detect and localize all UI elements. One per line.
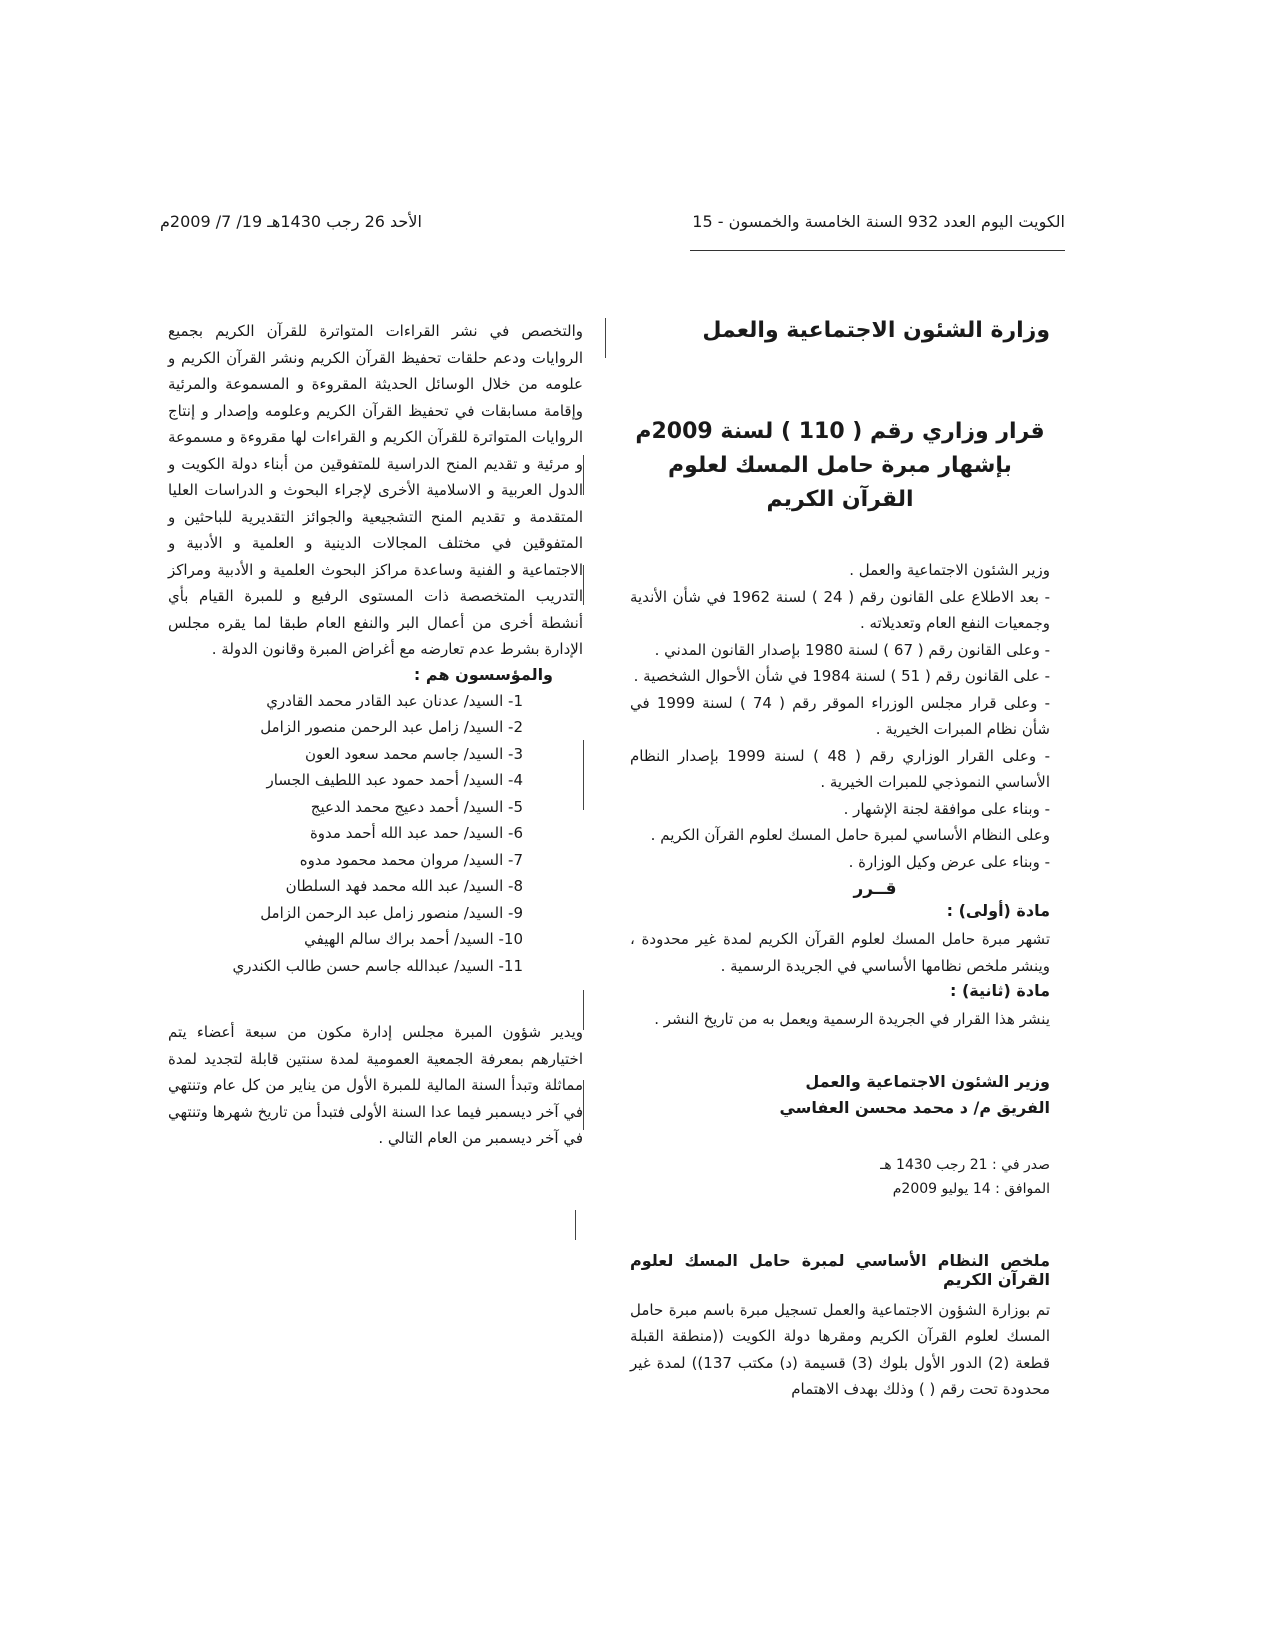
left-column [168, 318, 583, 1152]
preamble-clause: - وبناء على عرض وكيل الوزارة . [848, 852, 1050, 871]
signature-title: وزير الشئون الاجتماعية والعمل [805, 1071, 1050, 1091]
preamble-clause: - بعد الاطلاع على القانون رقم ( 24 ) لسنة 1962 في شأن الأندية وجمعيات النفع العام وتعديلاته . [630, 587, 1051, 632]
header-rule [690, 250, 1065, 251]
founder-item: 4- السيد/ أحمد حمود عبد اللطيف الجسار [266, 771, 523, 789]
column-divider [583, 740, 584, 810]
summary-text: تم بوزارة الشؤون الاجتماعية والعمل تسجيل مبرة باسم مبرة حامل المسك لعلوم القرآن الكريم ومقرها دولة الكويت ((منطقة القبلة قطعة (2) الدور الأول بلوك (3) قسيمة (د) مكتب 137)) لمدة غير محدودة تحت رقم ( ) وذلك بهدف الاهتمام [630, 1300, 1050, 1398]
article-1-text: تشهر مبرة حامل المسك لعلوم القرآن الكريم لمدة غير محدودة ، وينشر ملخص نظامها الأساسي في الجريدة الرسمية . [630, 930, 1050, 975]
preamble-clause: - وعلى قرار مجلس الوزراء الموقر رقم ( 74 ) لسنة 1999 في شأن نظام المبرات الخيرية . [630, 693, 1050, 738]
signature-name: الفريق م/ د محمد محسن العفاسي [779, 1097, 1050, 1117]
decision-title-line2: بإشهار مبرة حامل المسك لعلوم القرآن الكريم [668, 453, 1012, 512]
founder-item: 2- السيد/ زامل عبد الرحمن منصور الزامل [260, 718, 523, 736]
founder-item: 10- السيد/ أحمد براك سالم الهيفي [304, 930, 523, 948]
founder-item: 7- السيد/ مروان محمد محمود مدوه [299, 850, 523, 869]
column-divider [605, 318, 606, 358]
founder-item: 9- السيد/ منصور زامل عبد الرحمن الزامل [260, 903, 523, 922]
article-2-heading: مادة (ثانية) : [950, 981, 1050, 1000]
decided-heading: قــرر [853, 879, 897, 899]
decision-title [630, 415, 1050, 517]
objectives-paragraph: والتخصص في نشر القراءات المتواترة للقرآن الكريم بجميع الروايات ودعم حلقات تحفيظ القرآن الكريم ونشر القرآن الكريم و علومه من خلال الوسائل الحديثة المقروءة و المسموعة والمرئية وإقامة مسابقات في تحفيظ القرآن الكريم وعلومه وإصدار و إنتاج الروايات المتواترة للقرآن الكريم و القراءات لها مقروءة و مسموعة و مرئية و تقديم المنح الدراسية للمتفوقين من أبناء دولة الكويت و الدول العربية و الاسلامية الأخرى لإجراء البحوث و الدراسات العليا المتقدمة و تقديم المنح التشجيعية والجوائز التقديرية للباحثين و المتفوقين في مختلف المجالات الدينية و العلمية و الأدبية و الاجتماعية و الفنية وساعدة مراكز البحوث العلمية و الأدبية ومراكز التدريب المتخصصة ذات المستوى الرفيع و للمبرة القيام بأي أنشطة أخرى من أعمال البر والنفع العام طبقا لما يقره مجلس الإدارة بشرط عدم تعارضه مع أغراض المبرة وقانون الدولة . [168, 322, 583, 658]
article-1-heading: مادة (أولى) : [946, 901, 1050, 920]
issued-hijri: صدر في : 21 رجب 1430 هـ [880, 1156, 1050, 1173]
preamble-clause: - وبناء على موافقة لجنة الإشهار . [843, 799, 1050, 818]
ministry-heading: وزارة الشئون الاجتماعية والعمل [702, 318, 1050, 343]
column-divider [575, 1210, 576, 1240]
header-issue-info: الكويت اليوم العدد 932 السنة الخامسة والخمسون - 15 [692, 212, 1065, 231]
article-2-text: ينشر هذا القرار في الجريدة الرسمية ويعمل به من تاريخ النشر . [654, 1010, 1050, 1028]
column-divider [583, 990, 584, 1030]
preamble-clause: وزير الشئون الاجتماعية والعمل . [849, 561, 1050, 579]
decision-title-line1: قرار وزاري رقم ( 110 ) لسنة 2009م [635, 419, 1045, 444]
issue-date-block [630, 1153, 1050, 1201]
founder-item: 11- السيد/ عبدالله جاسم حسن طالب الكندري [232, 956, 523, 975]
header-date: الأحد 26 رجب 1430هـ 19/ 7/ 2009م [160, 212, 422, 231]
founder-item: 6- السيد/ حمد عبد الله أحمد مدوة [309, 824, 523, 842]
preamble-clause: - على القانون رقم ( 51 ) لسنة 1984 في شأن الأحوال الشخصية . [633, 667, 1050, 685]
right-column [630, 318, 1050, 1403]
signature-block [630, 1069, 1050, 1121]
founder-item: 8- السيد/ عبد الله محمد فهد السلطان [285, 877, 523, 895]
preamble-clause: - وعلى القانون رقم ( 67 ) لسنة 1980 بإصدار القانون المدني . [654, 640, 1050, 659]
founder-item: 3- السيد/ جاسم محمد سعود العون [304, 744, 523, 763]
founder-item: 5- السيد/ أحمد دعيج محمد الدعيج [310, 797, 523, 816]
founders-heading: والمؤسسون هم : [413, 664, 553, 684]
page-header [160, 212, 1065, 242]
preamble-clause: - وعلى القرار الوزاري رقم ( 48 ) لسنة 1999 بإصدار النظام الأساسي النموذجي للمبرات الخيرية . [630, 746, 1051, 791]
summary-heading: ملخص النظام الأساسي لمبرة حامل المسك لعلوم القرآن الكريم [630, 1250, 1050, 1289]
issued-gregorian: الموافق : 14 يوليو 2009م [892, 1180, 1050, 1197]
preamble-clause: وعلى النظام الأساسي لمبرة حامل المسك لعلوم القرآن الكريم . [650, 826, 1050, 844]
column-divider [583, 565, 584, 605]
founders-list [168, 688, 583, 980]
board-paragraph: ويدير شؤون المبرة مجلس إدارة مكون من سبعة أعضاء يتم اختيارهم بمعرفة الجمعية العمومية لمدة سنتين قابلة لتجديد لمدة مماثلة وتبدأ السنة المالية للمبرة الأول من يناير من كل عام وتنتهي في آخر ديسمبر فيما عدا السنة الأولى فتبدأ من تاريخ شهرها وتنتهي في آخر ديسمبر من العام التالي . [168, 1023, 583, 1147]
column-divider [583, 455, 584, 495]
column-divider [583, 1080, 584, 1130]
founder-item: 1- السيد/ عدنان عبد القادر محمد القادري [266, 691, 523, 710]
preamble [630, 557, 1050, 875]
